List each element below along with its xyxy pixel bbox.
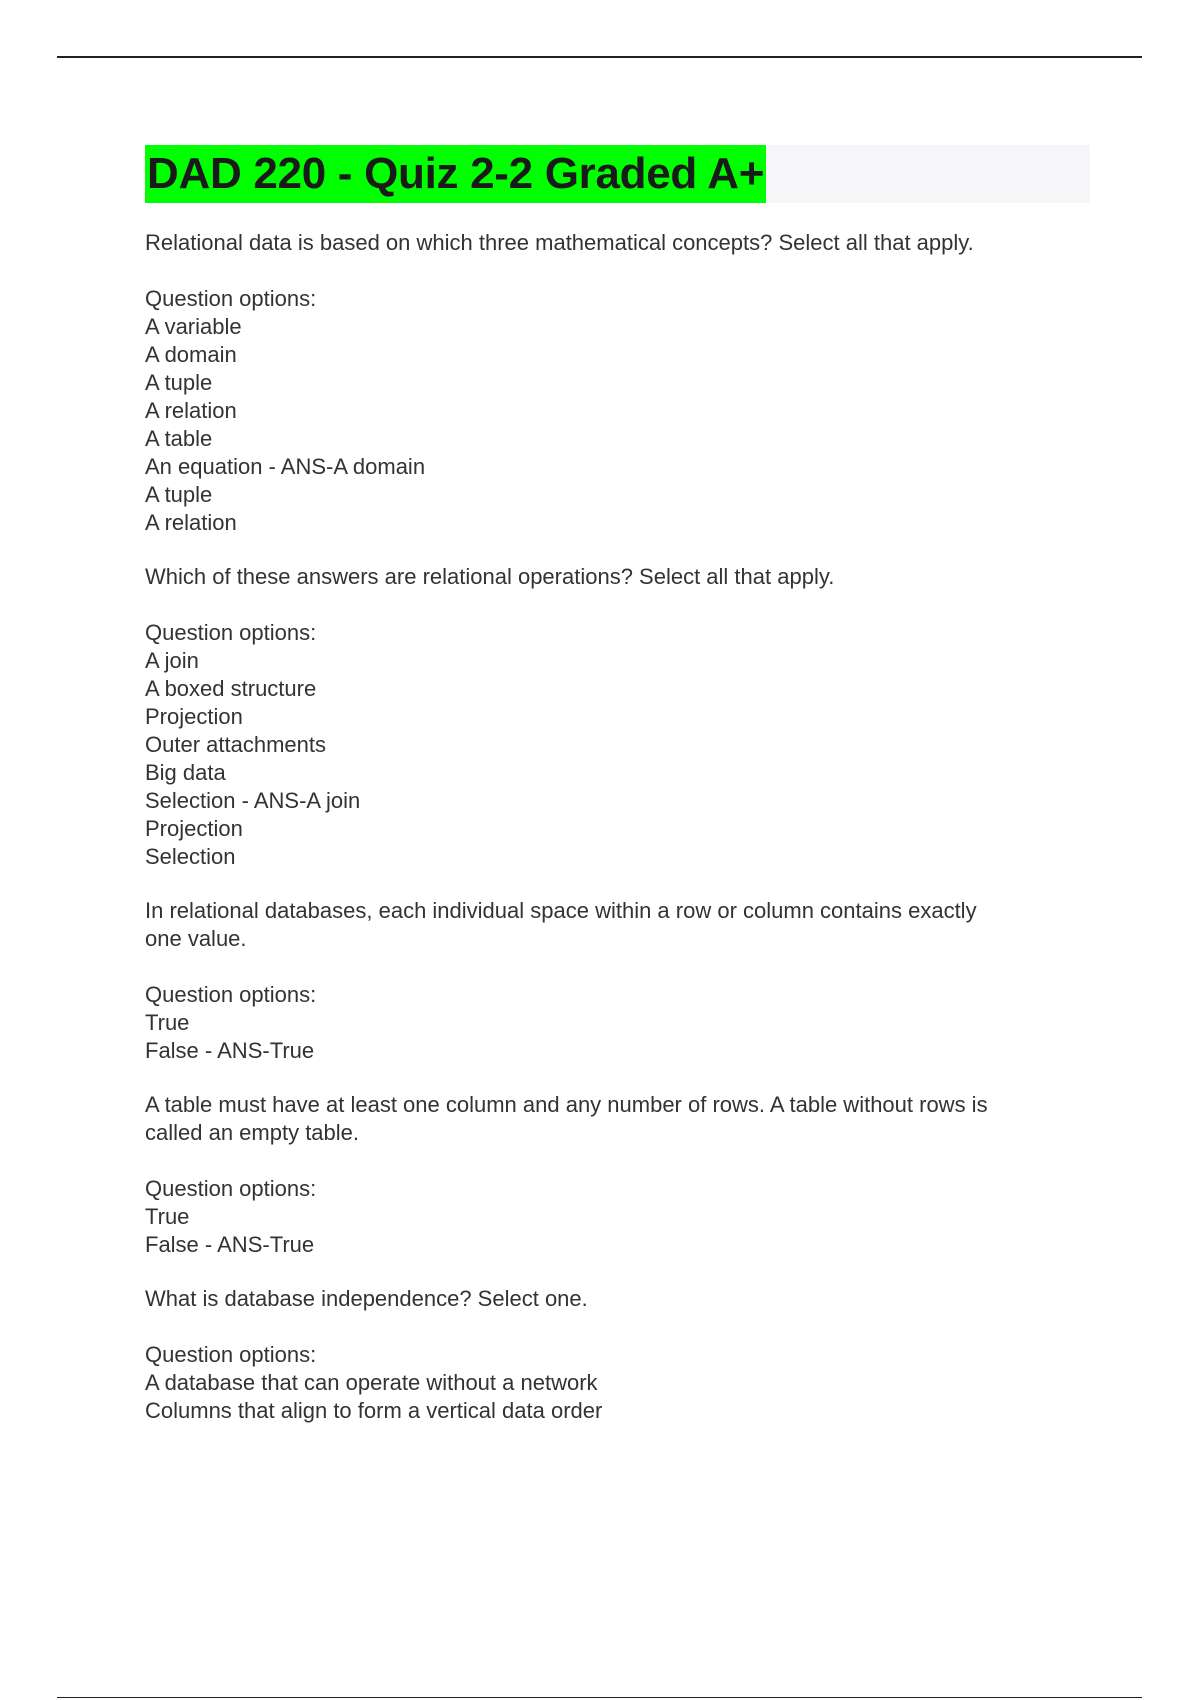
question-text: What is database independence? Select one.	[145, 1286, 588, 1311]
options-list	[145, 981, 1090, 1065]
option-item: A variable	[145, 314, 242, 339]
options-label: Question options:	[145, 982, 317, 1007]
question-block-2	[145, 563, 1090, 871]
option-item: False - ANS-True	[145, 1232, 315, 1257]
top-rule	[57, 56, 1142, 58]
question-block-5	[145, 1285, 1090, 1425]
option-item: Columns that align to form a vertical data order	[145, 1398, 603, 1423]
options-list	[145, 1341, 1090, 1425]
question-block-1	[145, 229, 1090, 537]
question-block-4	[145, 1091, 1090, 1259]
option-item: A table	[145, 426, 213, 451]
options-label: Question options:	[145, 1176, 317, 1201]
options-list	[145, 619, 1090, 871]
question-block-3	[145, 897, 1090, 1065]
question-text-line-1: A table must have at least one column and any number of rows. A table without rows is	[145, 1092, 988, 1117]
option-item: Big data	[145, 760, 226, 785]
title-bar	[145, 145, 1090, 203]
option-item: A domain	[145, 342, 237, 367]
options-label: Question options:	[145, 620, 317, 645]
option-item: A tuple	[145, 370, 213, 395]
options-list	[145, 1175, 1090, 1259]
document-body	[145, 145, 1090, 1425]
option-item: A relation	[145, 510, 237, 535]
option-item: Projection	[145, 816, 243, 841]
option-item: Selection	[145, 844, 236, 869]
option-item: True	[145, 1204, 190, 1229]
bottom-rule	[57, 1697, 1142, 1698]
option-item: Outer attachments	[145, 732, 326, 757]
option-item: True	[145, 1010, 190, 1035]
option-item: False - ANS-True	[145, 1038, 315, 1063]
option-item: An equation - ANS-A domain	[145, 454, 426, 479]
option-item: A boxed structure	[145, 676, 317, 701]
options-label: Question options:	[145, 286, 317, 311]
options-list	[145, 285, 1090, 537]
option-item: A tuple	[145, 482, 213, 507]
question-text: Relational data is based on which three mathematical concepts? Select all that apply.	[145, 230, 974, 255]
question-text: Which of these answers are relational operations? Select all that apply.	[145, 564, 835, 589]
option-item: Projection	[145, 704, 243, 729]
document-title: DAD 220 - Quiz 2-2 Graded A+	[145, 145, 766, 203]
options-label: Question options:	[145, 1342, 317, 1367]
option-item: A join	[145, 648, 199, 673]
option-item: A database that can operate without a network	[145, 1370, 598, 1395]
question-text-line-2: one value.	[145, 926, 247, 951]
question-text-line-2: called an empty table.	[145, 1120, 360, 1145]
option-item: A relation	[145, 398, 237, 423]
question-text-line-1: In relational databases, each individual space within a row or column contains exactly	[145, 898, 977, 923]
option-item: Selection - ANS-A join	[145, 788, 361, 813]
